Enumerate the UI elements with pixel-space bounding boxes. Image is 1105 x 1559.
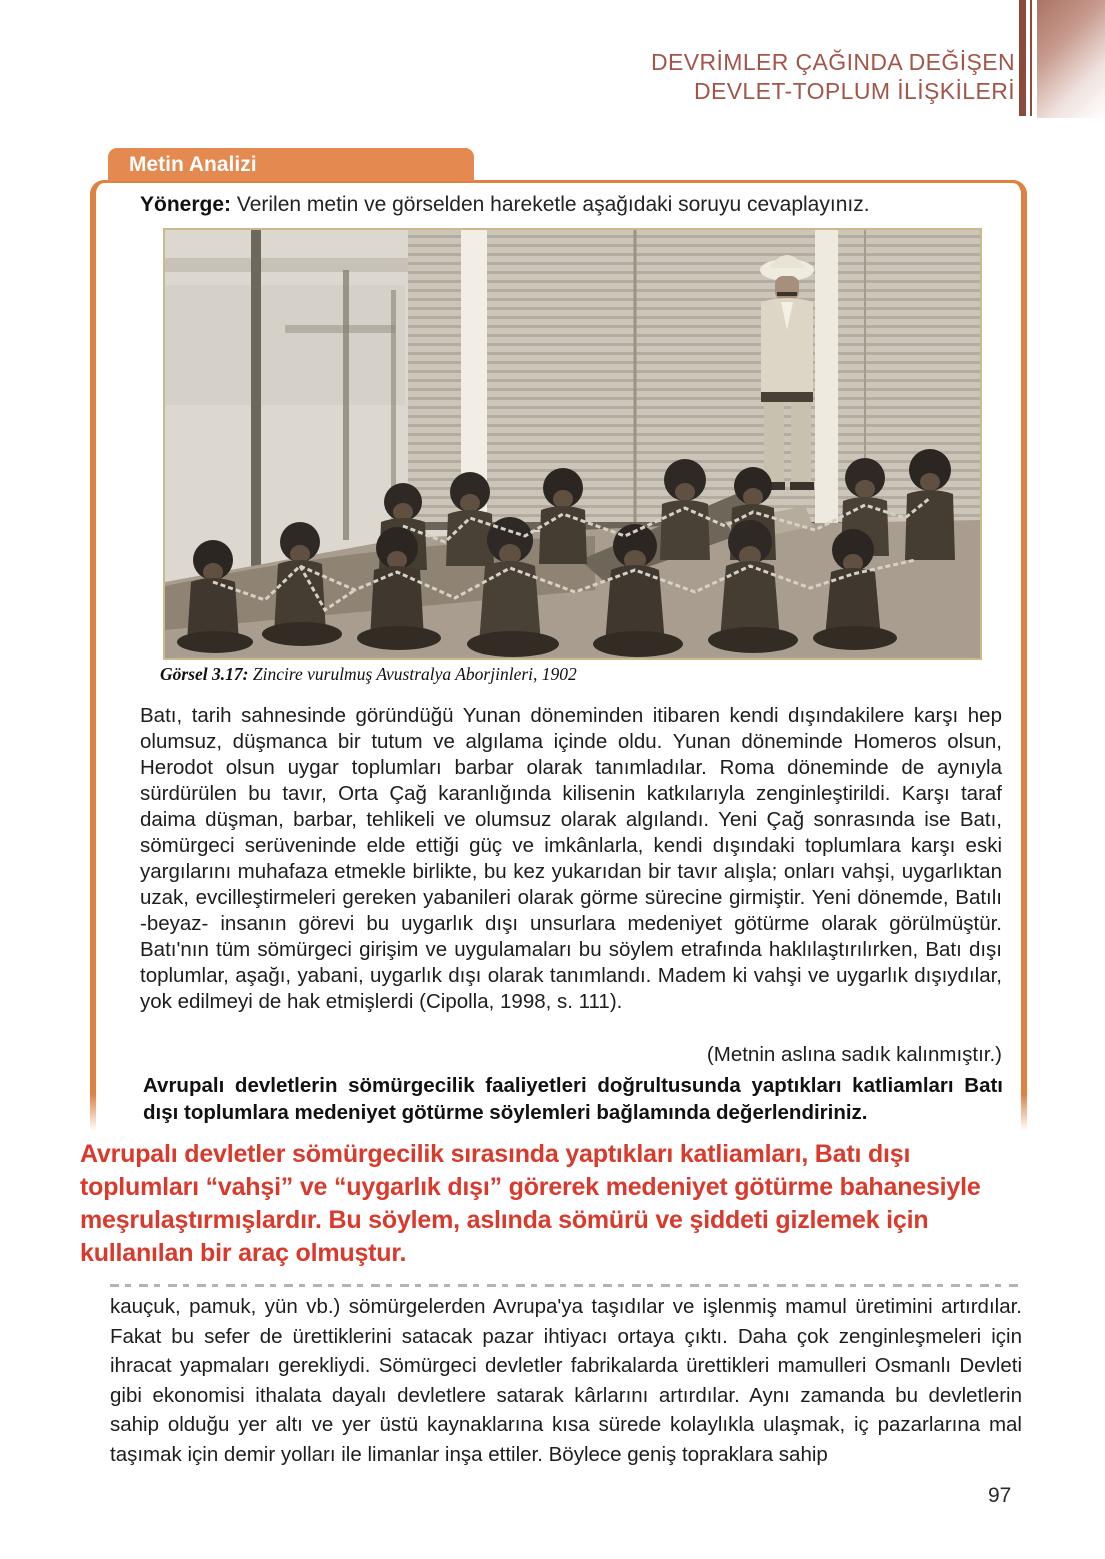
chapter-header-line1: DEVRİMLER ÇAĞINDA DEĞİŞEN [650,49,1015,75]
chapter-header [651,48,1015,106]
photo-caption-label: Görsel 3.17: [160,664,249,684]
yonerge-text: Verilen metin ve görselden hareketle aşağıdaki soruyu cevaplayınız. [231,193,870,216]
yonerge-line [140,193,1010,217]
metin-analizi-tab: Metin Analizi [108,148,474,181]
edge-line-decoration [1030,0,1032,116]
student-answer-text: Avrupalı devletler sömürgecilik sırasında yaptıkları katliamları, Batı dışı toplumları “vahşi” ve “uygarlık dışı” görerek medeniyet götürme bahanesiyle meşrulaştırmışlardır. Bu söylem, aslında sömürü ve şiddeti gizlemek için kullanılan bir araç olmuştur. [80,1140,981,1267]
edge-gradient-decoration [1037,0,1105,118]
page-body-paragraph: kauçuk, pamuk, yün vb.) sömürgelerden Avrupa'ya taşıdılar ve işlenmiş mamul üretimini artırdılar. Fakat bu sefer de ürettiklerini satacak pazar ihtiyacı ortaya çıktı. Daha çok zenginleşmeleri için ihracat yapmaları gerekliydi. Sömürgeci devletler fabrikalarda ürettikleri mamulleri Osmanlı Devleti gibi ekonomisi ithalata dayalı devletlere satarak kârlarını artırdılar. Aynı zamanda bu devletlerin sahip olduğu yer altı ve yer üstü kaynaklarına kısa sürede kolaylıkla ulaşmak, iç pazarlarına mal taşımak için demir yolları ile limanlar inşa ettiler. Böylece geniş topraklara sahip [110,1295,1022,1466]
analysis-question: Avrupalı devletlerin sömürgecilik faaliyetleri doğrultusunda yaptıkları katliamları Batı dışı toplumlara medeniyet götürme söylemleri bağlamında değerlendiriniz. [143,1074,1003,1124]
chapter-header-line2: DEVLET-TOPLUM İLİŞKİLERİ [693,78,1015,104]
photo-illustration [165,230,980,658]
passage-attribution: (Metnin aslına sadık kalınmıştır.) [706,1043,1002,1066]
clipped-text-line [110,1284,1022,1287]
yonerge-label: Yönerge: [140,193,232,216]
photo-caption-text: Zincire vurulmuş Avustralya Aborjinleri, 1902 [248,664,577,684]
student-answer-overlay [74,1134,1038,1276]
page-number: 97 [988,1484,1012,1507]
reading-passage: Batı, tarih sahnesinde göründüğü Yunan döneminden itibaren kendi dışındakilere karşı hep olumsuz, düşmanca bir tutum ve algılama içinde oldu. Yunan döneminde Homeros olsun, Herodot olsun uygar toplumları barbar olarak tanımladılar. Roma döneminde de aynıyla sürdürülen bu tavır, Orta Çağ karanlığında kilisenin katkılarıyla zenginleştirildi. Karşı taraf daima düşman, barbar, tehlikeli ve olumsuz olarak algılandı. Yeni Çağ sonrasında ise Batı, sömürgeci serüveninde elde ettiği güç ve imkânlarla, kendi dışındaki toplumlara karşı eski yargılarını muhafaza etmekle birlikte, bu kez yukarıdan bir tavır alışla; onları vahşi, uygarlıktan uzak, evcilleştirmeleri gereken yabanileri olarak görme sürecine girmiştir. Yeni dönemde, Batılı -beyaz- insanın görevi bu uygarlık dışı unsurlara medeniyet götürme olarak görülmüştür. Batı'nın tüm sömürgeci girişim ve uygulamaları bu söylem etrafında haklılaştırılırken, Batı dışı toplumlar, aşağı, yabani, uygarlık dışı olarak tanımlandı. Madem ki vahşi ve uygarlık dışıydılar, yok edilmeyi de hak etmişlerdi (Cipolla, 1998, s. 111). [140,704,1002,1013]
historical-photo [163,228,982,660]
photo-caption [160,664,980,685]
edge-bar-decoration [1019,0,1026,116]
